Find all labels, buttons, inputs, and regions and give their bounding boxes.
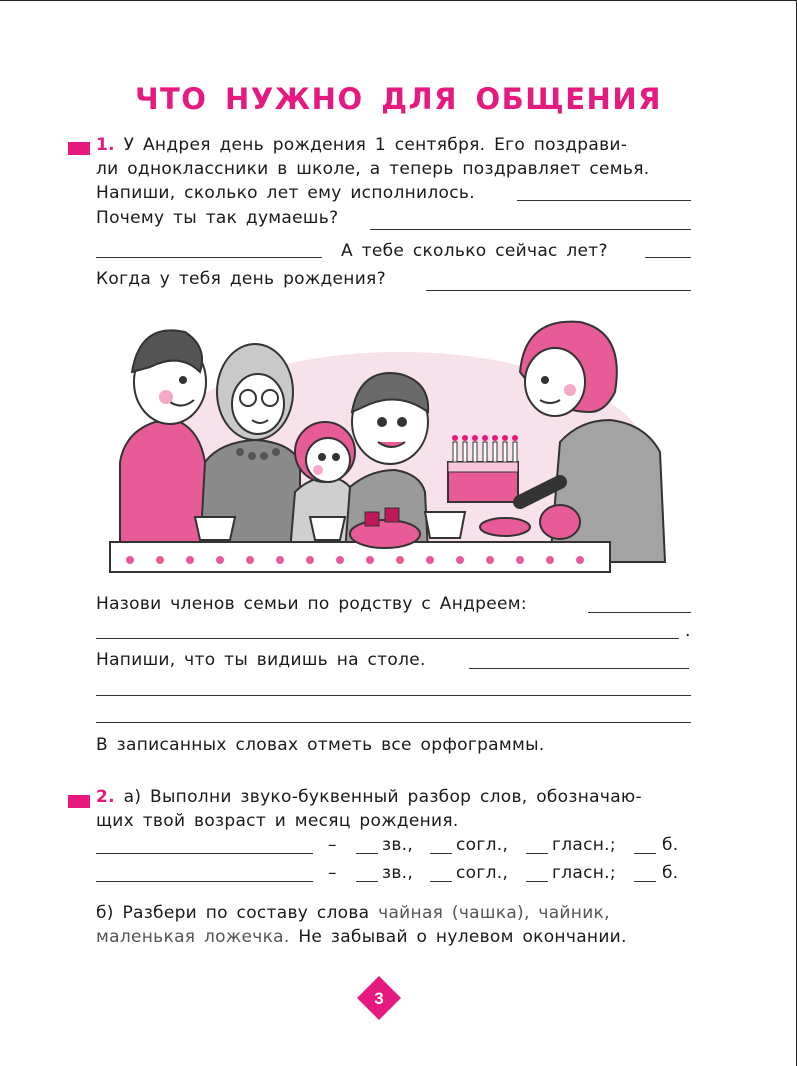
task2-number: 2. [96,787,115,807]
label-sogl: согл., [456,835,509,855]
answer-blank[interactable] [634,881,656,882]
dash: – [328,863,337,883]
task2-b-text: Не забывай о нулевом окончании. [298,927,627,947]
answer-blank[interactable] [526,881,548,882]
page-number-badge [356,975,402,1021]
label-sogl: согл., [456,863,509,883]
task1-line1 [96,134,627,156]
task1-text-1: У Андрея день рождения 1 сентября. Его поздрави- [123,135,628,155]
task1-line3: Напиши, сколько лет ему исполнилось. [96,183,475,203]
answer-blank[interactable] [430,881,452,882]
task-marker [68,142,90,155]
label-b: б. [662,835,679,855]
answer-blank[interactable] [370,229,691,230]
father-figure [120,330,210,542]
label-zv: зв., [382,835,414,855]
answer-blank[interactable] [356,881,378,882]
task-marker [68,795,90,808]
task1-line2: ли одноклассники в школе, а теперь поздравляет семья. [96,159,650,179]
label-b: б. [662,863,679,883]
answer-blank[interactable] [96,853,313,854]
page-title: ЧТО НУЖНО ДЛЯ ОБЩЕНИЯ [135,82,662,116]
family-birthday-illustration [100,312,670,582]
task2-b-words: чайная (чашка), чайник, [378,903,610,923]
task1-mark-spellings: В записанных словах отметь все орфограммы. [96,735,545,755]
task2-line2: щих твой возраст и месяц рождения. [96,811,459,831]
answer-blank[interactable] [469,668,689,669]
task2-b-text: Разбери по составу слова [122,903,370,923]
period: . [685,621,691,641]
answer-blank[interactable] [517,200,691,201]
task1-write-table: Напиши, что ты видишь на столе. [96,650,426,670]
task2-b-words: маленькая ложечка. [96,927,290,947]
answer-blank[interactable] [645,257,691,258]
task1-when-birthday: Когда у тебя день рождения? [96,269,386,289]
dash: – [328,835,337,855]
label-glasn: гласн.; [552,863,616,883]
answer-blank[interactable] [96,257,322,258]
task1-name-family: Назови членов семьи по родству с Андреем: [96,594,527,614]
page-border-top [0,0,797,1]
task2-b-line1 [96,902,610,924]
task2-b-line2 [96,926,627,948]
answer-blank[interactable] [426,290,691,291]
answer-blank[interactable] [96,695,691,696]
label-glasn: гласн.; [552,835,616,855]
task1-how-old: А тебе сколько сейчас лет? [341,241,608,261]
label-zv: зв., [382,863,414,883]
task2-a-text: Выполни звуко-буквенный разбор слов, обозначаю- [149,787,642,807]
answer-blank[interactable] [634,853,656,854]
task2-a-label: а) [123,787,142,807]
answer-blank[interactable] [588,612,691,613]
task2-line1 [96,786,642,808]
answer-blank[interactable] [96,881,313,882]
answer-blank[interactable] [356,853,378,854]
answer-blank[interactable] [96,722,691,723]
task1-why: Почему ты так думаешь? [96,208,339,228]
answer-blank[interactable] [526,853,548,854]
task1-number: 1. [96,135,115,155]
page-number: 3 [374,989,384,1008]
answer-blank[interactable] [430,853,452,854]
task2-b-label: б) [96,903,114,923]
answer-blank[interactable] [96,638,679,639]
